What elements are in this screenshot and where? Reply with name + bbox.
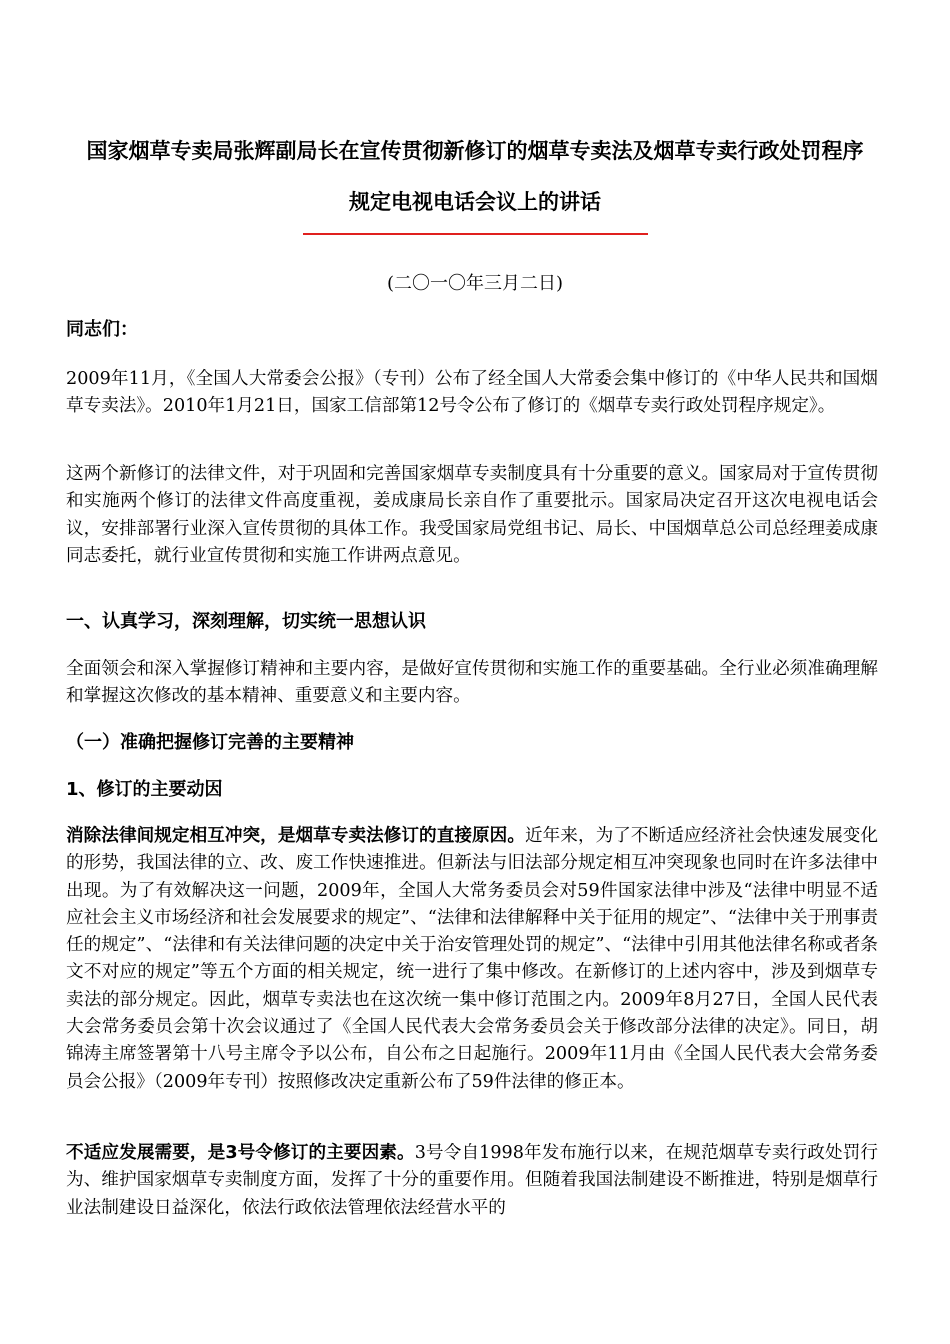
item-heading-1: 1、修订的主要动因 [66, 779, 223, 800]
section-heading-1: 一、认真学习，深刻理解，切实统一思想认识 [66, 611, 426, 632]
subsection-heading-1: （一）准确把握修订完善的主要精神 [66, 732, 354, 753]
paragraph-lead-sentence: 不适应发展需要，是3号令修订的主要因素。 [66, 1143, 415, 1163]
paragraph-order-revision-cause [66, 1140, 878, 1222]
paragraph-body: 近年来，为了不断适应经济社会快速发展变化的形势，我国法律的立、改、废工作快速推进。但新法与旧法部分规定相互冲突现象也同时在许多法律中出现。为了有效解决这一问题，2009年，全国人大常务委员会对59件国家法律中涉及“法律中明显不适应社会主义市场经济和社会发展要求的规定”、“法律和法律解释中关于征用的规定”、“法律中关于刑事责任的规定”、“法律和有关法律问题的决定中关于治安管理处罚的规定”、“法律中引用其他法律名称或者条文不对应的规定”等五个方面的相关规定，统一进行了集中修改。在新修订的上述内容中，涉及到烟草专卖法的部分规定。因此，烟草专卖法也在这次统一集中修订范围之内。2009年8月27日，全国人民代表大会常务委员会第十次会议通过了《全国人民代表大会常务委员会关于修改部分法律的决定》。同日，胡锦涛主席签署第十八号主席令予以公布，自公布之日起施行。2009年11月由《全国人民代表大会常务委员会公报》（2009年专刊）按照修改决定重新公布了59件法律的修正本。 [66, 826, 878, 1092]
speech-date: (二〇一〇年三月二日) [386, 273, 564, 294]
paragraph-intro: 2009年11月，《全国人大常委会公报》（专刊）公布了经全国人大常委会集中修订的《中华人民共和国烟草专卖法》。2010年1月21日，国家工信部第12号令公布了修订的《烟草专卖行政处罚程序规定》。 [66, 369, 878, 417]
paragraph-section-1-intro: 全面领会和深入掌握修订精神和主要内容，是做好宣传贯彻和实施工作的重要基础。全行业必须准确理解和掌握这次修改的基本精神、重要意义和主要内容。 [66, 659, 878, 707]
paragraph-significance: 这两个新修订的法律文件，对于巩固和完善国家烟草专卖制度具有十分重要的意义。国家局对于宣传贯彻和实施两个修订的法律文件高度重视，姜成康局长亲自作了重要批示。国家局决定召开这次电视电话会议，安排部署行业深入宣传贯彻的具体工作。我受国家局党组书记、局长、中国烟草总公司总经理姜成康同志委托，就行业宣传贯彻和实施工作讲两点意见。 [66, 464, 878, 566]
salutation: 同志们： [66, 319, 138, 340]
document-title-line-2: 规定电视电话会议上的讲话 [349, 190, 601, 214]
paragraph-body: 3号令自1998年发布施行以来，在规范烟草专卖行政处罚行为、维护国家烟草专卖制度方面，发挥了十分的重要作用。但随着我国法制建设不断推进，特别是烟草行业法制建设日益深化，依法行政依法管理依法经营水平的 [66, 1143, 878, 1218]
title-divider [303, 233, 648, 235]
paragraph-lead-sentence: 消除法律间规定相互冲突，是烟草专卖法修订的直接原因。 [66, 826, 525, 846]
document-title-line-1: 国家烟草专卖局张辉副局长在宣传贯彻新修订的烟草专卖法及烟草专卖行政处罚程序 [86, 139, 864, 163]
paragraph-law-revision-cause [66, 823, 878, 1096]
